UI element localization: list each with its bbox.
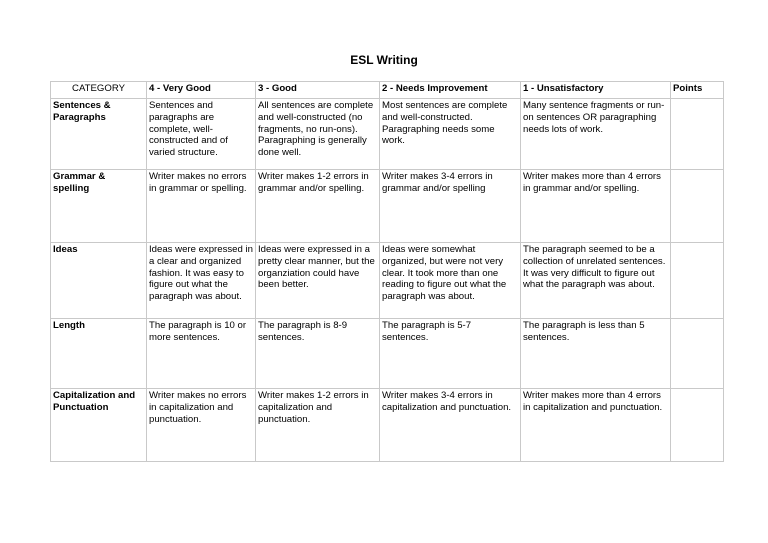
table-cell: Writer makes 3-4 errors in grammar and/or spelling bbox=[380, 170, 521, 243]
column-header-points: Points bbox=[671, 82, 724, 99]
table-row bbox=[51, 243, 724, 319]
table-cell: Writer makes 1-2 errors in grammar and/or spelling. bbox=[256, 170, 380, 243]
table-cell: Sentences and paragraphs are complete, well-constructed and of varied structure. bbox=[147, 99, 256, 170]
table-cell: Most sentences are complete and well-constructed. Paragraphing needs some work. bbox=[380, 99, 521, 170]
points-cell bbox=[671, 243, 724, 319]
table-cell: Writer makes more than 4 errors in grammar and/or spelling. bbox=[521, 170, 671, 243]
column-header-unsatisfactory: 1 - Unsatisfactory bbox=[521, 82, 671, 99]
table-cell: Ideas were expressed in a clear and organized fashion. It was easy to figure out what the paragraph was about. bbox=[147, 243, 256, 319]
table-cell: The paragraph is 5-7 sentences. bbox=[380, 319, 521, 389]
column-header-good: 3 - Good bbox=[256, 82, 380, 99]
points-cell bbox=[671, 389, 724, 462]
table-cell: Ideas were somewhat organized, but were not very clear. It took more than one reading to figure out what the paragraph was about. bbox=[380, 243, 521, 319]
row-category: Length bbox=[51, 319, 147, 389]
table-cell: Writer makes 3-4 errors in capitalization and punctuation. bbox=[380, 389, 521, 462]
table-row bbox=[51, 170, 724, 243]
table-row bbox=[51, 319, 724, 389]
table-cell: Writer makes 1-2 errors in capitalization and punctuation. bbox=[256, 389, 380, 462]
points-cell bbox=[671, 170, 724, 243]
points-cell bbox=[671, 99, 724, 170]
table-cell: The paragraph is less than 5 sentences. bbox=[521, 319, 671, 389]
column-header-needs-improvement: 2 - Needs Improvement bbox=[380, 82, 521, 99]
table-cell: Writer makes no errors in capitalization and punctuation. bbox=[147, 389, 256, 462]
table-cell: The paragraph seemed to be a collection of unrelated sentences. It was very difficult to figure out what the paragraph was about. bbox=[521, 243, 671, 319]
table-cell: All sentences are complete and well-constructed (no fragments, no run-ons). Paragraphing is generally done well. bbox=[256, 99, 380, 170]
column-header-very-good: 4 - Very Good bbox=[147, 82, 256, 99]
table-cell: Writer makes more than 4 errors in capitalization and punctuation. bbox=[521, 389, 671, 462]
table-header-row bbox=[51, 82, 724, 99]
table-cell: The paragraph is 10 or more sentences. bbox=[147, 319, 256, 389]
table-cell: Writer makes no errors in grammar or spelling. bbox=[147, 170, 256, 243]
table-cell: The paragraph is 8-9 sentences. bbox=[256, 319, 380, 389]
points-cell bbox=[671, 319, 724, 389]
rubric-table bbox=[50, 81, 724, 462]
row-category: Ideas bbox=[51, 243, 147, 319]
page-title: ESL Writing bbox=[350, 53, 418, 67]
table-row bbox=[51, 389, 724, 462]
row-category: Capitalization and Punctuation bbox=[51, 389, 147, 462]
table-cell: Ideas were expressed in a pretty clear manner, but the organziation could have been better. bbox=[256, 243, 380, 319]
row-category: Grammar & spelling bbox=[51, 170, 147, 243]
row-category: Sentences & Paragraphs bbox=[51, 99, 147, 170]
column-header-category: CATEGORY bbox=[51, 82, 147, 99]
table-row bbox=[51, 99, 724, 170]
table-cell: Many sentence fragments or run-on sentences OR paragraphing needs lots of work. bbox=[521, 99, 671, 170]
